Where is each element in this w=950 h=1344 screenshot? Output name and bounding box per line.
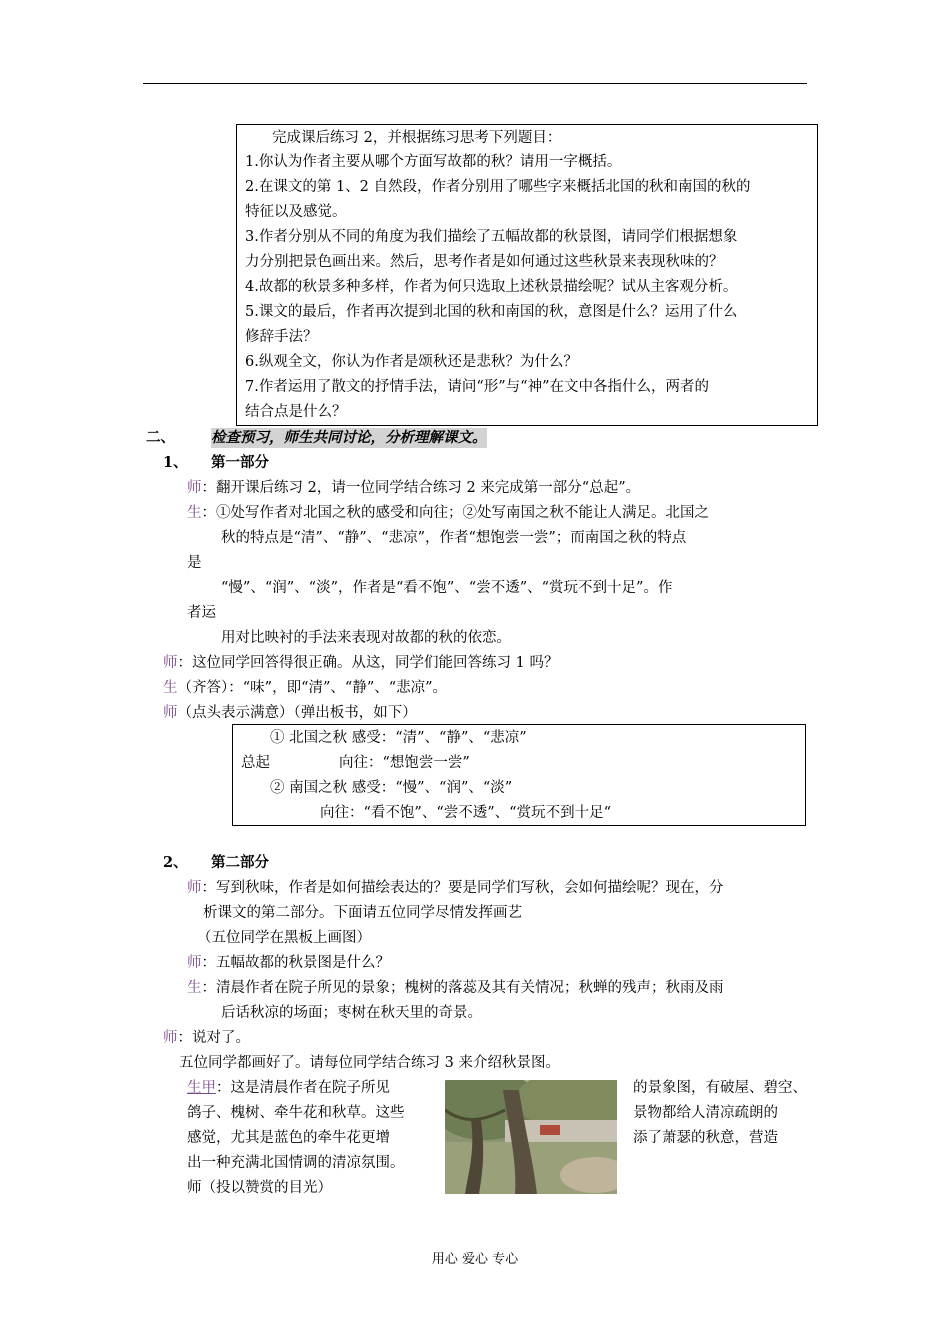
section-number: 二、 — [146, 429, 175, 446]
header-rule — [143, 83, 807, 84]
exercise-line: 1.你认为作者主要从哪个方面写故都的秋？请用一字概括。 — [245, 154, 622, 170]
dialogue-student-a: 生甲：这是清晨作者在院子所见 — [187, 1080, 390, 1096]
speaker-student: 生 — [187, 980, 202, 996]
dialogue-teacher: 师：翻开课后练习 2，请一位同学结合练习 2 来完成第一部分“总起”。 — [187, 480, 641, 496]
dialogue-student: 生：①处写作者对北国之秋的感受和向往；②处写南国之秋不能让人满足。北国之 — [187, 505, 709, 521]
paragraph: 五位同学都画好了。请每位同学结合练习 3 来介绍秋景图。 — [179, 1055, 560, 1071]
dialogue-teacher: 师（投以赞赏的目光） — [187, 1180, 332, 1196]
dialogue-continuation: 秋的特点是“清”、“静”、“悲凉”，作者“想饱尝一尝”；而南国之秋的特点 — [221, 530, 687, 546]
exercise-line: 力分别把景色画出来。然后，思考作者是如何通过这些秋景来表现秋味的？ — [245, 254, 724, 270]
dialogue-teacher: 师：这位同学回答得很正确。从这，同学们能回答练习 1 吗？ — [163, 655, 559, 671]
dialogue-continuation: 的景象图，有破屋、碧空、 — [633, 1080, 807, 1096]
dialogue-continuation: 是 — [187, 555, 202, 571]
exercise-line: 6.纵观全文，你认为作者是颂秋还是悲秋？为什么？ — [245, 354, 578, 370]
board-line: 向往：“看不饱”、“尝不透”、“赏玩不到十足“ — [320, 805, 611, 821]
exercise-line: 7.作者运用了散文的抒情手法，请问“形”与“神”在文中各指什么，两者的 — [245, 379, 709, 395]
stage-note: （五位同学在黑板上画图） — [197, 930, 371, 946]
dialogue-continuation: 者运 — [187, 605, 216, 621]
exercise-line: 3.作者分别从不同的角度为我们描绘了五幅故都的秋景图，请同学们根据想象 — [245, 229, 738, 245]
board-line: 向往：“想饱尝一尝” — [339, 755, 470, 771]
exercise-line: 2.在课文的第 1、2 自然段，作者分别用了哪些字来概括北国的秋和南国的秋的 — [245, 179, 751, 195]
exercise-line: 修辞手法？ — [245, 329, 318, 345]
speaker-teacher: 师 — [163, 655, 178, 671]
dialogue-teacher: 师：五幅故都的秋景图是什么？ — [187, 955, 390, 971]
exercise-intro: 完成课后练习 2，并根据练习思考下列题目： — [272, 130, 562, 146]
dialogue-student: 生：清晨作者在院子所见的景象；槐树的落蕊及其有关情况；秋蝉的残声；秋雨及雨 — [187, 980, 724, 996]
speaker-student: 生 — [163, 680, 178, 696]
footer-text: 用心 爱心 专心 — [431, 1252, 519, 1267]
autumn-painting-svg — [445, 1080, 617, 1194]
speaker-teacher: 师 — [187, 955, 202, 971]
speaker-student-a: 生甲 — [187, 1080, 216, 1096]
dialogue-continuation: 后话秋凉的场面；枣树在秋天里的奇景。 — [221, 1005, 482, 1021]
exercise-line: 特征以及感觉。 — [245, 204, 347, 220]
autumn-painting-image — [445, 1080, 617, 1194]
dialogue-continuation: 感觉，尤其是蓝色的牵牛花更增 — [187, 1130, 390, 1146]
part-title: 第二部分 — [211, 854, 269, 871]
dialogue-continuation: “慢”、“润”、“淡”，作者是“看不饱”、“尝不透”、“赏玩不到十足”。作 — [221, 580, 673, 596]
dialogue-continuation: 出一种充满北国情调的清凉氛围。 — [187, 1155, 405, 1171]
speaker-teacher: 师 — [163, 1030, 178, 1046]
dialogue-continuation: 鸽子、槐树、牵牛花和秋草。这些 — [187, 1105, 405, 1121]
dialogue-continuation: 析课文的第二部分。下面请五位同学尽情发挥画艺 — [203, 905, 522, 921]
speaker-teacher: 师 — [187, 880, 202, 896]
dialogue-teacher: 师：说对了。 — [163, 1030, 250, 1046]
board-line: ② 南国之秋 感受：“慢”、“润”、“淡” — [270, 780, 513, 796]
speaker-student: 生 — [187, 505, 202, 521]
speaker-teacher: 师 — [163, 705, 178, 721]
exercise-line: 5.课文的最后，作者再次提到北国的秋和南国的秋，意图是什么？运用了什么 — [245, 304, 738, 320]
dialogue-continuation: 景物都给人清凉疏朗的 — [633, 1105, 778, 1121]
dialogue-teacher: 师：写到秋味，作者是如何描绘表达的？要是同学们写秋，会如何描绘呢？现在，分 — [187, 880, 724, 896]
section-title: 检查预习，师生共同讨论，分析理解课文。 — [211, 429, 487, 446]
exercise-line: 结合点是什么？ — [245, 404, 347, 420]
dialogue-student: 生（齐答）：“味”，即“清”、“静”、“悲凉”。 — [163, 680, 448, 696]
board-label: 总起 — [241, 755, 270, 771]
dialogue-continuation: 用对比映衬的手法来表现对故都的秋的依恋。 — [221, 630, 511, 646]
board-line: ① 北国之秋 感受：“清”、“静”、“悲凉” — [270, 730, 527, 746]
part-number: 2、 — [163, 854, 188, 871]
part-number: 1、 — [163, 454, 188, 471]
speaker-teacher: 师 — [187, 480, 202, 496]
dialogue-continuation: 添了萧瑟的秋意，营造 — [633, 1130, 778, 1146]
part-title: 第一部分 — [211, 454, 269, 471]
exercise-line: 4.故都的秋景多种多样，作者为何只选取上述秋景描绘呢？试从主客观分析。 — [245, 279, 738, 295]
dialogue-teacher: 师（点头表示满意）（弹出板书，如下） — [163, 705, 417, 721]
